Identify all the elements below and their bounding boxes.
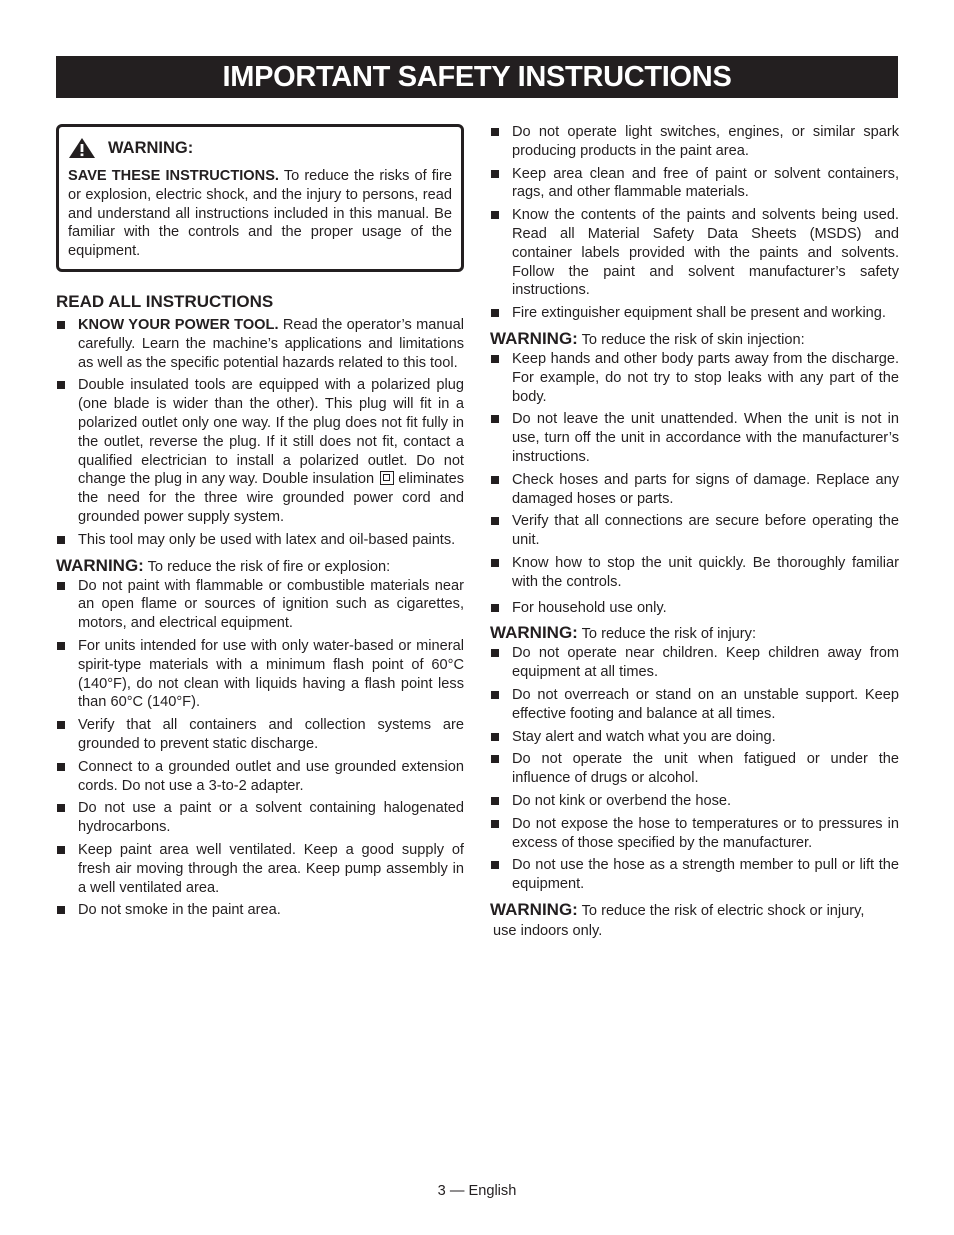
warning-box-text xyxy=(68,167,452,261)
list-item xyxy=(56,716,464,754)
item-text: Know how to stop the unit quickly. Be thoroughly familiar with the controls. xyxy=(512,554,899,590)
list-item xyxy=(490,554,899,592)
item-lead: KNOW YOUR POWER TOOL. xyxy=(78,316,279,333)
bullet-square xyxy=(57,582,65,590)
item-text: For household use only. xyxy=(512,599,667,616)
list-item xyxy=(490,206,899,300)
warning-box xyxy=(56,124,464,272)
list-item xyxy=(56,901,464,920)
list-item xyxy=(490,471,899,509)
fire-list xyxy=(56,577,464,921)
list-item xyxy=(490,512,899,550)
list-item xyxy=(56,799,464,837)
item-text: Do not kink or overbend the hose. xyxy=(512,792,732,809)
list-item xyxy=(490,599,899,618)
list-item xyxy=(56,758,464,796)
list-item xyxy=(56,577,464,633)
injury-warning-label: WARNING: xyxy=(490,623,578,643)
item-text: Know the contents of the paints and solvents being used. Read all Material Safety Data Sheets (MSDS) and container labels provided with the paints and solvents. Follow the paint and solvent manufacturer’s safety instructions. xyxy=(512,207,899,299)
bullet-square xyxy=(57,721,65,729)
list-item xyxy=(490,792,899,811)
bullet-square xyxy=(491,415,499,423)
warning-box-body: To reduce the risks of fire or explosion, electric shock, and the injury to persons, read and understand all instructions included in this manual. Be familiar with the controls and the proper usage of the equipment. xyxy=(68,168,452,260)
list-item xyxy=(490,728,899,747)
list-item xyxy=(490,165,899,203)
list-item xyxy=(56,531,464,550)
bullet-square xyxy=(491,517,499,525)
bullet-square xyxy=(57,763,65,771)
injury-warning-text: To reduce the risk of injury: xyxy=(577,626,757,643)
shock-warning xyxy=(490,900,899,941)
page-number: 3 — English xyxy=(437,1183,517,1199)
bullet-square xyxy=(491,691,499,699)
read-all-list xyxy=(56,316,464,550)
skin-warning-text: To reduce the risk of skin injection: xyxy=(577,331,805,348)
item-text: For units intended for use with only water-based or mineral spirit-type materials with a minimum flash point of 60°C (140°F), do not clean with liquids having a flash point less than 60°C (140°F). xyxy=(78,637,464,711)
page-title: IMPORTANT SAFETY INSTRUCTIONS xyxy=(222,61,732,93)
bullet-square xyxy=(491,128,499,136)
bullet-square xyxy=(57,846,65,854)
item-text: Keep paint area well ventilated. Keep a good supply of fresh air moving through the area. Keep pump assembly in a well ventilated area. xyxy=(78,841,464,896)
item-text: Do not leave the unit unattended. When the unit is not in use, turn off the unit in accordance with the manufacturer’s instructions. xyxy=(512,411,899,465)
list-item xyxy=(490,815,899,853)
list-item xyxy=(56,841,464,897)
bullet-square xyxy=(491,170,499,178)
page-title-banner xyxy=(56,56,898,98)
list-item xyxy=(490,304,899,323)
shock-warning-text-cont: use indoors only. xyxy=(493,922,603,939)
bullet-square xyxy=(57,381,65,389)
item-text: Read the operator’s manual carefully. Learn the machine’s applications and limitations as well as the specific potential hazards related to this tool. xyxy=(78,316,464,371)
bullet-square xyxy=(491,604,499,612)
paint-area-list xyxy=(490,123,899,323)
bullet-square xyxy=(491,861,499,869)
double-insulation-icon xyxy=(380,471,394,485)
fire-warning-label: WARNING: xyxy=(56,555,144,575)
item-text: Verify that all containers and collection systems are grounded to prevent static discharge. xyxy=(78,717,464,752)
bullet-square xyxy=(491,733,499,741)
page-footer xyxy=(0,1183,954,1199)
list-item xyxy=(490,123,899,161)
item-text: Stay alert and watch what you are doing. xyxy=(512,728,776,745)
shock-warning-label: WARNING: xyxy=(490,899,578,919)
item-text-cont: eliminates the need for the three wire grounded power cord and grounded power supply system. xyxy=(78,471,464,525)
list-item xyxy=(56,316,464,372)
bullet-square xyxy=(491,355,499,363)
item-text: Do not expose the hose to temperatures or to pressures in excess of those specified by the manufacturer. xyxy=(512,815,899,851)
list-item xyxy=(490,856,899,894)
item-text: Do not overreach or stand on an unstable support. Keep effective footing and balance at all times. xyxy=(512,686,899,722)
warning-box-lead: SAVE THESE INSTRUCTIONS. xyxy=(68,168,279,184)
item-text: Do not operate near children. Keep children away from equipment at all times. xyxy=(512,645,899,681)
item-text: Verify that all connections are secure before operating the unit. xyxy=(512,513,899,549)
list-item xyxy=(490,350,899,406)
read-all-heading: READ ALL INSTRUCTIONS xyxy=(56,291,274,311)
item-text: Keep area clean and free of paint or solvent containers, rags, and other flammable materials. xyxy=(512,165,899,201)
item-text: Do not operate the unit when fatigued or under the influence of drugs or alcohol. xyxy=(512,751,899,787)
injury-list xyxy=(490,644,899,894)
bullet-square xyxy=(491,820,499,828)
item-text: Do not smoke in the paint area. xyxy=(78,902,281,919)
bullet-square xyxy=(491,649,499,657)
skin-list xyxy=(490,350,899,617)
item-text: Do not operate light switches, engines, or similar spark producing products in the paint area. xyxy=(512,124,899,159)
warning-box-title: WARNING: xyxy=(108,138,194,157)
item-text: This tool may only be used with latex and oil-based paints. xyxy=(78,531,456,548)
list-item xyxy=(56,376,464,526)
item-text: Connect to a grounded outlet and use grounded extension cords. Do not use a 3-to-2 adapter. xyxy=(78,758,464,794)
fire-warning-text: To reduce the risk of fire or explosion: xyxy=(143,558,391,575)
bullet-square xyxy=(491,211,499,219)
right-column xyxy=(490,123,899,941)
item-text: Fire extinguisher equipment shall be present and working. xyxy=(512,305,886,322)
shock-warning-text: To reduce the risk of electric shock or injury, xyxy=(577,902,865,919)
left-column xyxy=(56,124,464,924)
bullet-square xyxy=(57,804,65,812)
fire-warning xyxy=(56,556,464,577)
bullet-square xyxy=(491,309,499,317)
bullet-square xyxy=(491,476,499,484)
list-item xyxy=(490,686,899,724)
item-text: Double insulated tools are equipped with a polarized plug (one blade is wider than the other). This plug will fit in a polarized outlet only one way. If the plug does not fit fully in the outlet, reverse the plug. If it still does not fit, contact a qualified electrician to install a polarized outlet. Do not change the plug in any way. Double insulation xyxy=(78,377,464,488)
bullet-square xyxy=(57,321,65,329)
list-item xyxy=(490,644,899,682)
injury-warning xyxy=(490,623,899,644)
list-item xyxy=(56,637,464,712)
bullet-square xyxy=(57,642,65,650)
warning-triangle-icon xyxy=(68,137,96,159)
item-text: Do not use the hose as a strength member to pull or lift the equipment. xyxy=(512,857,899,893)
skin-warning xyxy=(490,329,899,350)
item-text: Keep hands and other body parts away from the discharge. For example, do not try to stop leaks with any part of the body. xyxy=(512,350,899,405)
bullet-square xyxy=(57,536,65,544)
item-text: Check hoses and parts for signs of damage. Replace any damaged hoses or parts. xyxy=(512,471,899,507)
bullet-square xyxy=(491,797,499,805)
bullet-square xyxy=(57,906,65,914)
list-item xyxy=(490,750,899,788)
skin-warning-label: WARNING: xyxy=(490,328,578,348)
list-item xyxy=(490,410,899,466)
bullet-square xyxy=(491,755,499,763)
bullet-square xyxy=(491,559,499,567)
item-text: Do not paint with flammable or combustible materials near an open flame or sources of ignition such as cigarettes, motors, and electrical equipment. xyxy=(78,577,464,632)
item-text: Do not use a paint or a solvent containing halogenated hydrocarbons. xyxy=(78,800,464,836)
warning-box-header xyxy=(68,137,452,159)
